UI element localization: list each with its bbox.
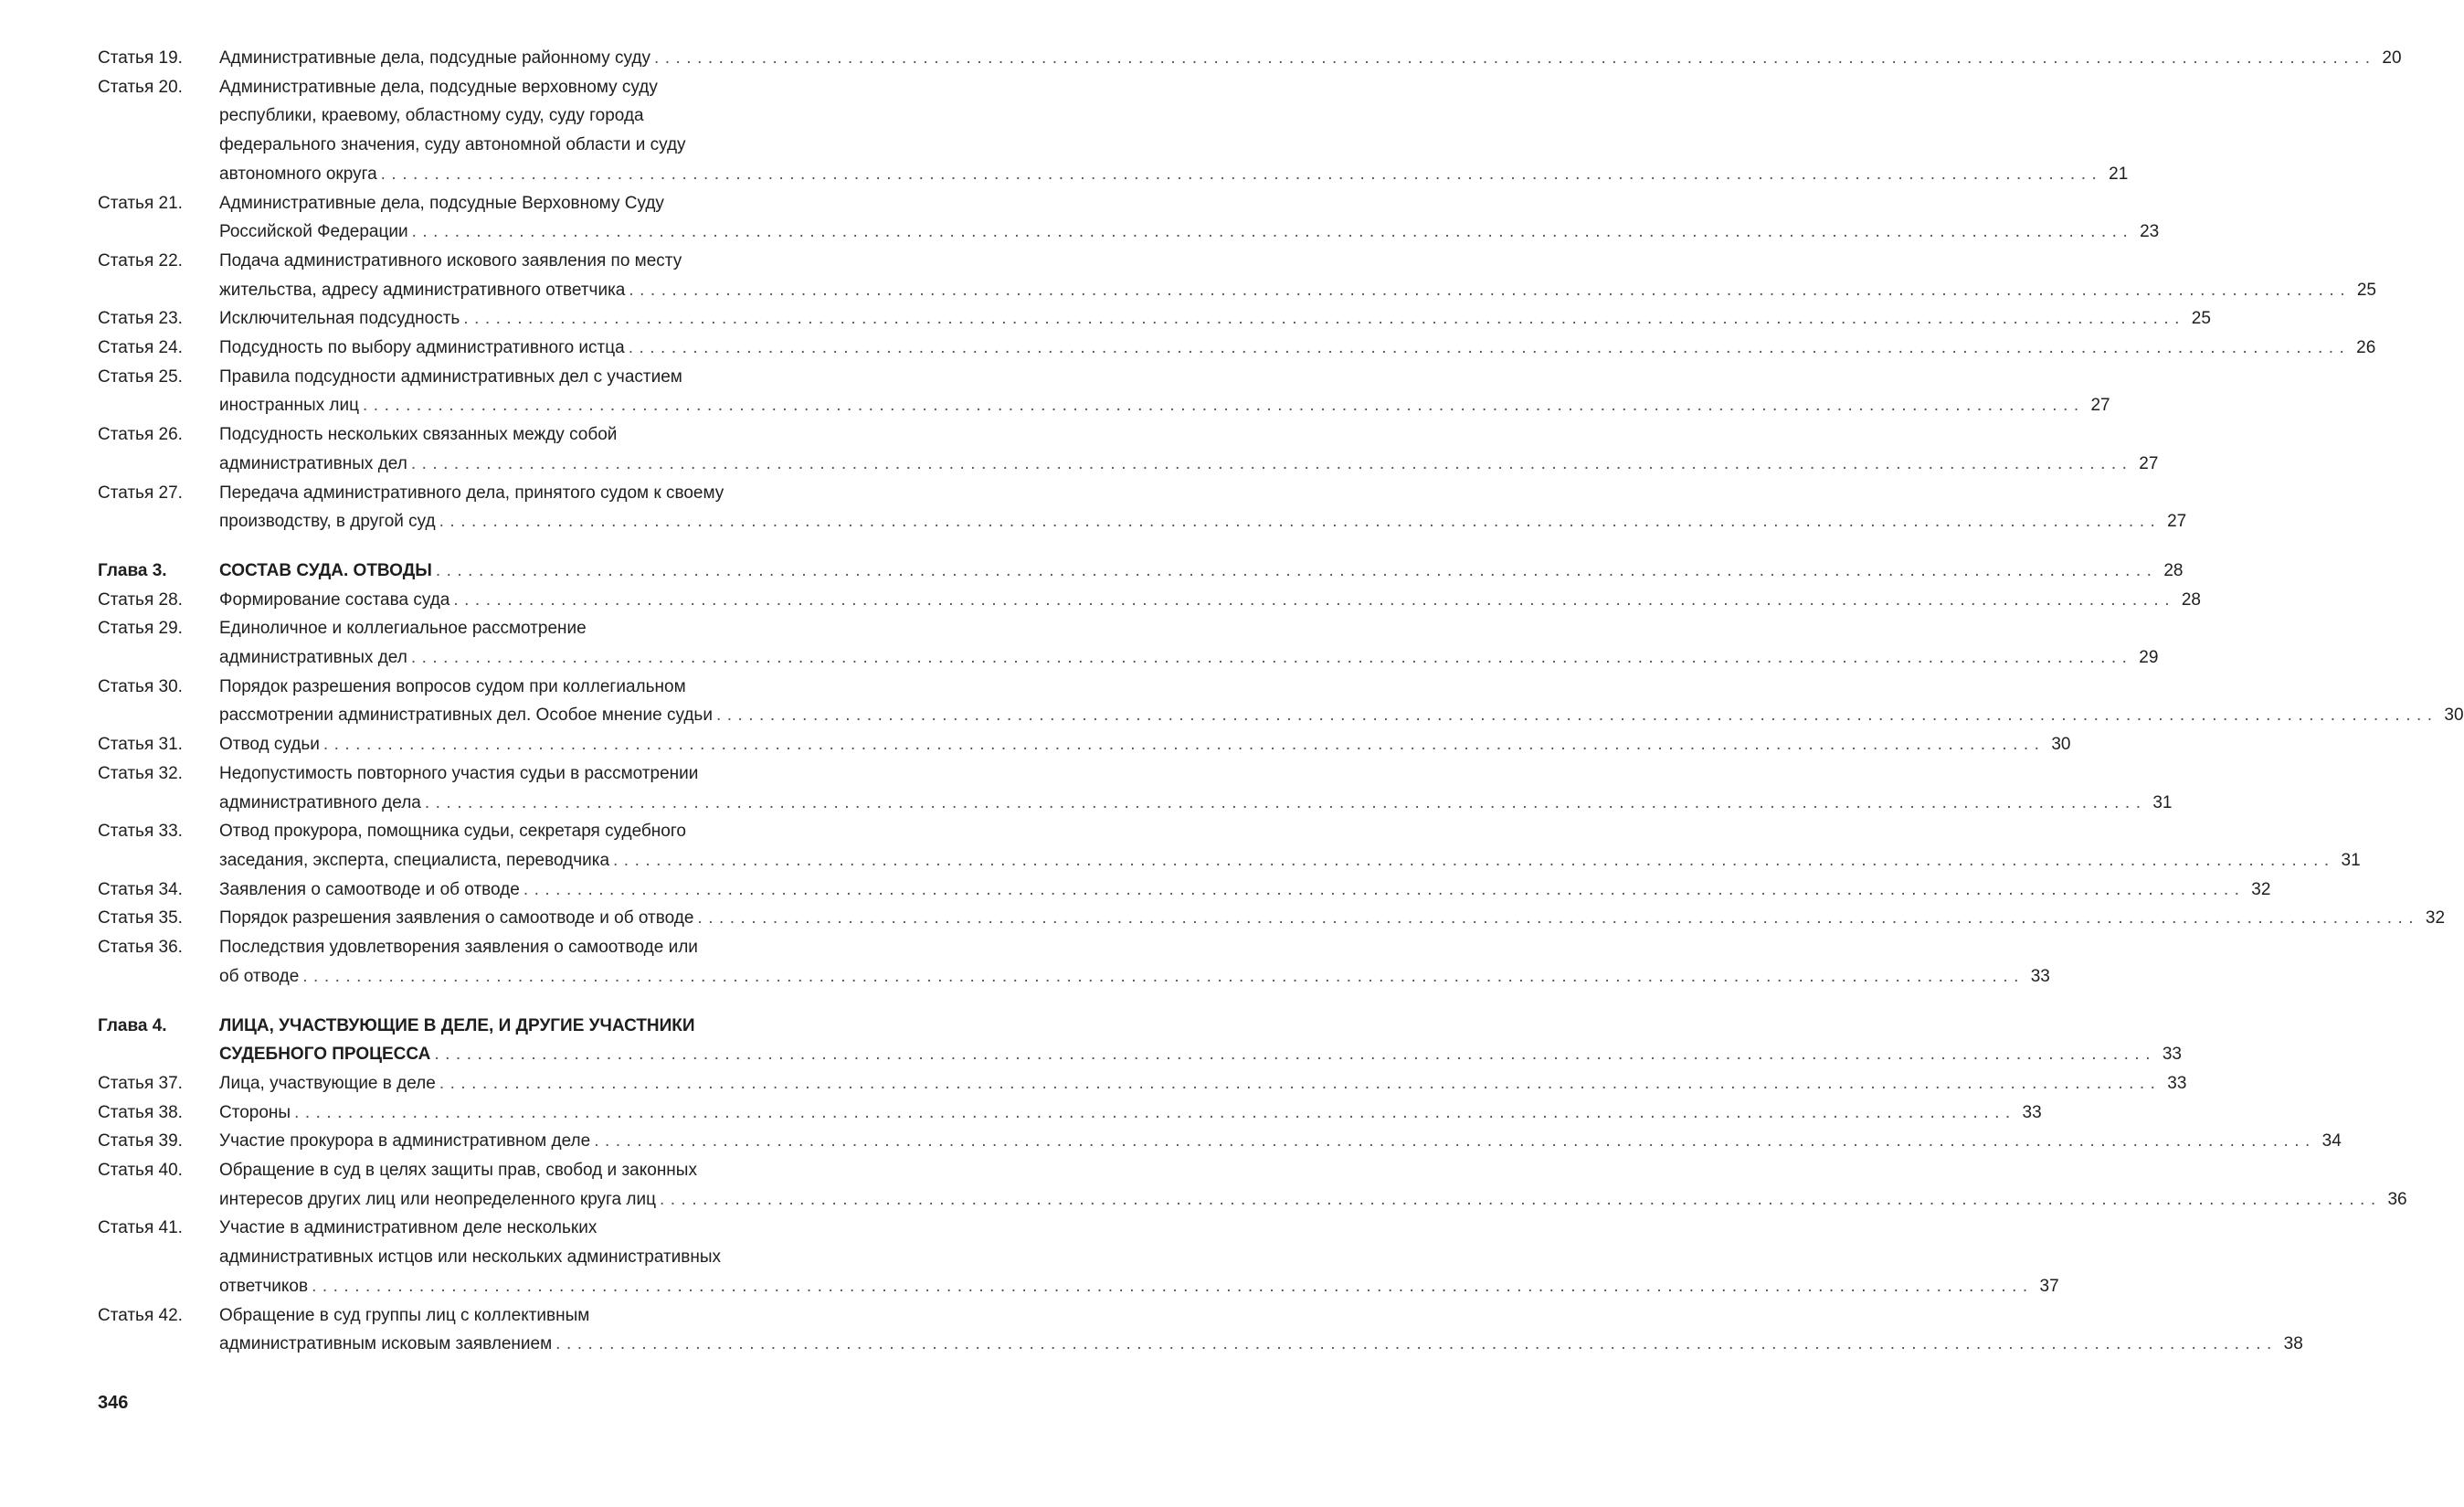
dot-leader: ................................................................................................................................................................	[294, 1102, 2016, 1122]
page-ref: 31	[2152, 792, 2173, 812]
toc-entry	[98, 933, 2050, 991]
entry-title: ответчиков	[219, 1276, 309, 1296]
entry-title: Единоличное и коллегиальное рассмотрение	[219, 619, 587, 639]
page-ref: 28	[2163, 560, 2184, 580]
article-label: Статья 31.	[98, 735, 183, 755]
entry-title: жительства, адресу административного ответчика	[219, 280, 626, 300]
entry-title: Отвод судьи	[219, 735, 320, 755]
toc-entry	[98, 817, 2361, 875]
toc-entry	[98, 730, 2071, 759]
entry-title: Административные дела, подсудные Верховному Суду	[219, 193, 664, 213]
dot-leader: ................................................................................................................................................................	[628, 338, 2351, 358]
article-label: Статья 20.	[98, 77, 183, 97]
dot-leader: ................................................................................................................................................................	[424, 792, 2147, 812]
article-label: Статья 24.	[98, 338, 183, 358]
toc-entry	[98, 247, 2376, 304]
dot-leader: ................................................................................................................................................................	[629, 280, 2351, 300]
toc-chapter	[98, 1012, 2182, 1069]
dot-leader: ................................................................................................................................................................	[410, 648, 2133, 668]
page-ref: 33	[2162, 1045, 2182, 1065]
page-ref: 36	[2387, 1189, 2407, 1209]
chapter-title: СУДЕБНОГО ПРОЦЕССА	[219, 1045, 431, 1065]
article-label: Статья 32.	[98, 763, 183, 783]
dot-leader: ................................................................................................................................................................	[555, 1334, 2278, 1354]
dot-leader: ................................................................................................................................................................	[453, 589, 2175, 610]
chapter-label: Глава 4.	[98, 1015, 167, 1035]
page-ref: 27	[2090, 396, 2110, 416]
chapter-label: Глава 3.	[98, 560, 167, 580]
article-label: Статья 42.	[98, 1305, 183, 1325]
page-ref: 25	[2191, 309, 2211, 329]
article-label: Статья 28.	[98, 589, 183, 610]
dot-leader: ................................................................................................................................................................	[380, 164, 2103, 184]
dot-leader: ................................................................................................................................................................	[411, 222, 2134, 242]
article-label: Статья 40.	[98, 1161, 183, 1181]
entry-title: производству, в другой суд	[219, 512, 436, 532]
article-label: Статья 37.	[98, 1073, 183, 1093]
dot-leader: ................................................................................................................................................................	[523, 879, 2246, 899]
entry-title: Недопустимость повторного участия судьи в рассмотрении	[219, 763, 699, 783]
page-ref: 32	[2251, 879, 2271, 899]
toc-entry	[98, 44, 2402, 73]
dot-leader: ................................................................................................................................................................	[434, 1045, 2156, 1065]
article-label: Статья 23.	[98, 309, 183, 329]
entry-title: Лица, участвующие в деле	[219, 1073, 436, 1093]
chapter-title: ЛИЦА, УЧАСТВУЮЩИЕ В ДЕЛЕ, И ДРУГИЕ УЧАСТНИКИ	[219, 1015, 695, 1035]
entry-title: об отводе	[219, 966, 300, 986]
entry-title: Обращение в суд в целях защиты прав, свобод и законных	[219, 1161, 697, 1181]
article-label: Статья 27.	[98, 483, 183, 503]
entry-title: Передача административного дела, принятого судом к своему	[219, 483, 724, 503]
page-number: 346	[98, 1393, 129, 1413]
toc-entry	[98, 420, 2159, 478]
page-ref: 32	[2425, 908, 2446, 929]
page-ref: 33	[2022, 1102, 2042, 1122]
entry-title: Административные дела, подсудные районному суду	[219, 48, 650, 68]
entry-title: Подсудность нескольких связанных между собой	[219, 425, 618, 445]
toc-entry	[98, 586, 2201, 615]
entry-title: административных дел	[219, 648, 407, 668]
page-ref: 27	[2139, 453, 2159, 473]
dot-leader: ................................................................................................................................................................	[435, 560, 2158, 580]
entry-title: Стороны	[219, 1102, 291, 1122]
entry-title: иностранных лиц	[219, 396, 360, 416]
entry-title: Правила подсудности административных дел с участием	[219, 366, 682, 387]
article-label: Статья 19.	[98, 48, 183, 68]
table-of-contents	[98, 44, 2464, 1359]
page-ref: 28	[2181, 589, 2201, 610]
entry-title: административных дел	[219, 453, 407, 473]
article-label: Статья 29.	[98, 619, 183, 639]
toc-chapter	[98, 557, 2184, 586]
entry-title: автономного округа	[219, 164, 377, 184]
toc-entry	[98, 334, 2376, 363]
entry-title: административного дела	[219, 792, 421, 812]
toc-entry	[98, 1156, 2407, 1214]
article-label: Статья 35.	[98, 908, 183, 929]
article-label: Статья 34.	[98, 879, 183, 899]
article-label: Статья 36.	[98, 938, 183, 958]
article-label: Статья 38.	[98, 1102, 183, 1122]
entry-title: Исключительная подсудность	[219, 309, 460, 329]
entry-title: Российской Федерации	[219, 222, 408, 242]
toc-entry	[98, 614, 2159, 672]
dot-leader: ................................................................................................................................................................	[439, 1073, 2162, 1093]
toc-entry	[98, 876, 2271, 905]
article-label: Статья 41.	[98, 1218, 183, 1238]
page-ref: 30	[2051, 735, 2071, 755]
dot-leader: ................................................................................................................................................................	[363, 396, 2085, 416]
page-ref: 34	[2321, 1131, 2342, 1151]
article-label: Статья 30.	[98, 676, 183, 696]
page-ref: 23	[2140, 222, 2160, 242]
toc-entry	[98, 1127, 2342, 1156]
entry-title: рассмотрении административных дел. Особое мнение судьи	[219, 706, 713, 726]
entry-title: Подача административного искового заявления по месту	[219, 250, 682, 271]
entry-title: Последствия удовлетворения заявления о самоотводе или	[219, 938, 698, 958]
entry-title: Участие в административном деле нескольких	[219, 1218, 597, 1238]
entry-title: Формирование состава суда	[219, 589, 450, 610]
toc-entry	[98, 304, 2211, 334]
article-label: Статья 22.	[98, 250, 183, 271]
dot-leader: ................................................................................................................................................................	[312, 1276, 2034, 1296]
toc-entry	[98, 363, 2110, 420]
toc-entry	[98, 479, 2187, 536]
entry-title: Порядок разрешения вопросов судом при коллегиальном	[219, 676, 686, 696]
dot-leader: ................................................................................................................................................................	[323, 735, 2046, 755]
toc-entry	[98, 189, 2160, 247]
page-ref: 38	[2283, 1334, 2303, 1354]
page-ref: 31	[2341, 850, 2361, 870]
page-ref: 33	[2167, 1073, 2187, 1093]
page-ref: 21	[2109, 164, 2129, 184]
toc-entry	[98, 73, 2129, 189]
page-ref: 25	[2356, 280, 2376, 300]
article-label: Статья 25.	[98, 366, 183, 387]
entry-title: федерального значения, суду автономной области и суду	[219, 135, 686, 155]
toc-entry	[98, 1098, 2042, 1128]
article-label: Статья 39.	[98, 1131, 183, 1151]
entry-title: заседания, эксперта, специалиста, переводчика	[219, 850, 610, 870]
dot-leader: ................................................................................................................................................................	[463, 309, 2185, 329]
dot-leader: ................................................................................................................................................................	[660, 1189, 2382, 1209]
toc-entry	[98, 673, 2464, 730]
toc-entry	[98, 759, 2173, 817]
article-label: Статья 33.	[98, 822, 183, 842]
page-ref: 26	[2356, 338, 2376, 358]
dot-leader: ................................................................................................................................................................	[410, 453, 2133, 473]
entry-title: Подсудность по выбору административного истца	[219, 338, 625, 358]
toc-entry	[98, 904, 2446, 933]
page-ref: 20	[2382, 48, 2402, 68]
dot-leader: ................................................................................................................................................................	[439, 512, 2162, 532]
page-ref: 27	[2167, 512, 2187, 532]
dot-leader: ................................................................................................................................................................	[697, 908, 2420, 929]
dot-leader: ................................................................................................................................................................	[613, 850, 2335, 870]
entry-title: административным исковым заявлением	[219, 1334, 553, 1354]
dot-leader: ................................................................................................................................................................	[715, 706, 2438, 726]
page-ref: 33	[2030, 966, 2050, 986]
article-label: Статья 21.	[98, 193, 183, 213]
entry-title: Обращение в суд группы лиц с коллективным	[219, 1305, 590, 1325]
page-ref: 37	[2039, 1276, 2059, 1296]
dot-leader: ................................................................................................................................................................	[302, 966, 2025, 986]
chapter-title: СОСТАВ СУДА. ОТВОДЫ	[219, 560, 432, 580]
entry-title: Участие прокурора в административном деле	[219, 1131, 591, 1151]
entry-title: республики, краевому, областному суду, суду города	[219, 106, 644, 126]
entry-title: административных истцов или нескольких административных	[219, 1247, 722, 1268]
entry-title: интересов других лиц или неопределенного круга лиц	[219, 1189, 656, 1209]
dot-leader: ................................................................................................................................................................	[594, 1131, 2316, 1151]
page-ref: 30	[2444, 706, 2464, 726]
entry-title: Порядок разрешения заявления о самоотводе и об отводе	[219, 908, 694, 929]
entry-title: Административные дела, подсудные верховному суду	[219, 77, 658, 97]
page-ref: 29	[2139, 648, 2159, 668]
entry-title: Отвод прокурора, помощника судьи, секретаря судебного	[219, 822, 686, 842]
dot-leader: ................................................................................................................................................................	[653, 48, 2376, 68]
toc-entry	[98, 1301, 2303, 1359]
toc-entry	[98, 1214, 2059, 1300]
article-label: Статья 26.	[98, 425, 183, 445]
toc-entry	[98, 1069, 2187, 1098]
entry-title: Заявления о самоотводе и об отводе	[219, 879, 520, 899]
